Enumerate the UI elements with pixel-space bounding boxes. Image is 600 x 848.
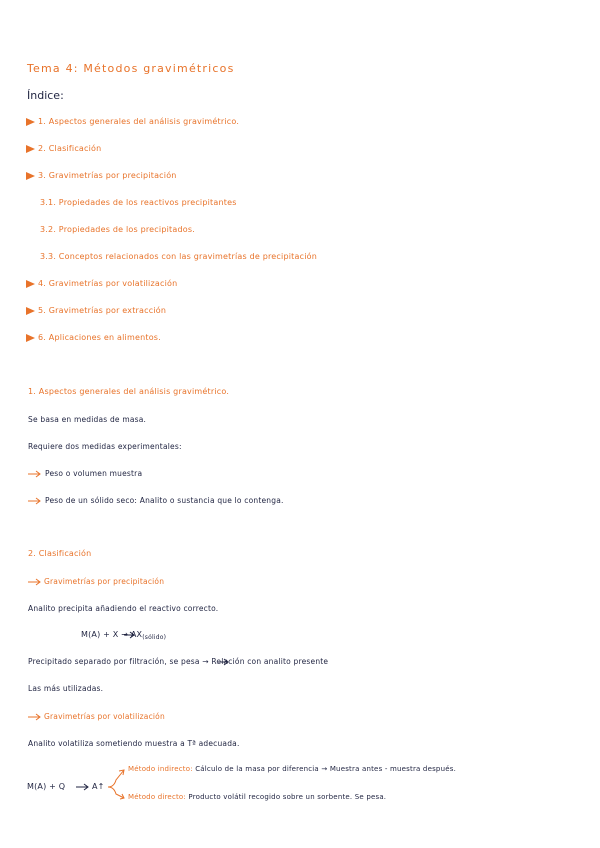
toc-subitem-3-1: 3.1. Propiedades de los reactivos precipitantes [40,198,237,207]
toc-item-6: 6. Aplicaciones en alimentos. [38,333,161,342]
section-2-line-4: Analito volatiliza sometiendo muestra a Tª adecuada. [28,739,240,748]
equation-precipitation [81,631,166,639]
equation-main: M(A) + X → AX [81,630,143,639]
indirect-method-label: Método indirecto: [128,765,193,773]
toc-item-1: 1. Aspectos generales del análisis gravimétrico. [38,117,240,126]
indirect-method [128,766,456,773]
toc-subitem-3-3: 3.3. Conceptos relacionados con las gravimetrías de precipitación [40,252,317,261]
section-2-line-3: Las más utilizadas. [28,684,104,693]
toc-item-5: 5. Gravimetrías por extracción [38,306,167,315]
section-1-bullet-1: Peso o volumen muestra [45,469,143,478]
toc-subitem-3-2: 3.2. Propiedades de los precipitados. [40,225,195,234]
section-2-subheading-1: Gravimetrías por precipitación [44,577,165,586]
equation-subscript: (sólido) [142,634,167,641]
section-2-line-1: Analito precipita añadiendo el reactivo correcto. [28,604,219,613]
reaction-reactants: M(A) + Q [27,782,66,791]
section-1-line-2: Requiere dos medidas experimentales: [28,442,182,451]
section-1-line-1: Se basa en medidas de masa. [28,415,147,424]
section-2-line-2: Precipitado separado por filtración, se pesa → Relación con analito presente [28,657,329,666]
direct-method-label: Método directo: [128,793,186,801]
toc-item-4: 4. Gravimetrías por volatilización [38,279,178,288]
toc-item-3: 3. Gravimetrías por precipitación [38,171,177,180]
section-2-heading: 2. Clasificación [28,549,92,558]
direct-method [128,794,386,801]
toc-item-2: 2. Clasificación [38,144,102,153]
section-2-subheading-2: Gravimetrías por volatilización [44,712,165,721]
index-label: Índice: [27,89,64,102]
direct-method-text: Producto volátil recogido sobre un sorbente. Se pesa. [188,793,387,801]
indirect-method-text: Cálculo de la masa por diferencia → Muestra antes - muestra después. [195,765,456,773]
reaction-product: A↑ [92,782,105,791]
section-1-heading: 1. Aspectos generales del análisis gravimétrico. [28,387,230,396]
section-1-bullet-2: Peso de un sólido seco: Analito o sustancia que lo contenga. [45,496,284,505]
page-title: Tema 4: Métodos gravimétricos [27,62,235,75]
